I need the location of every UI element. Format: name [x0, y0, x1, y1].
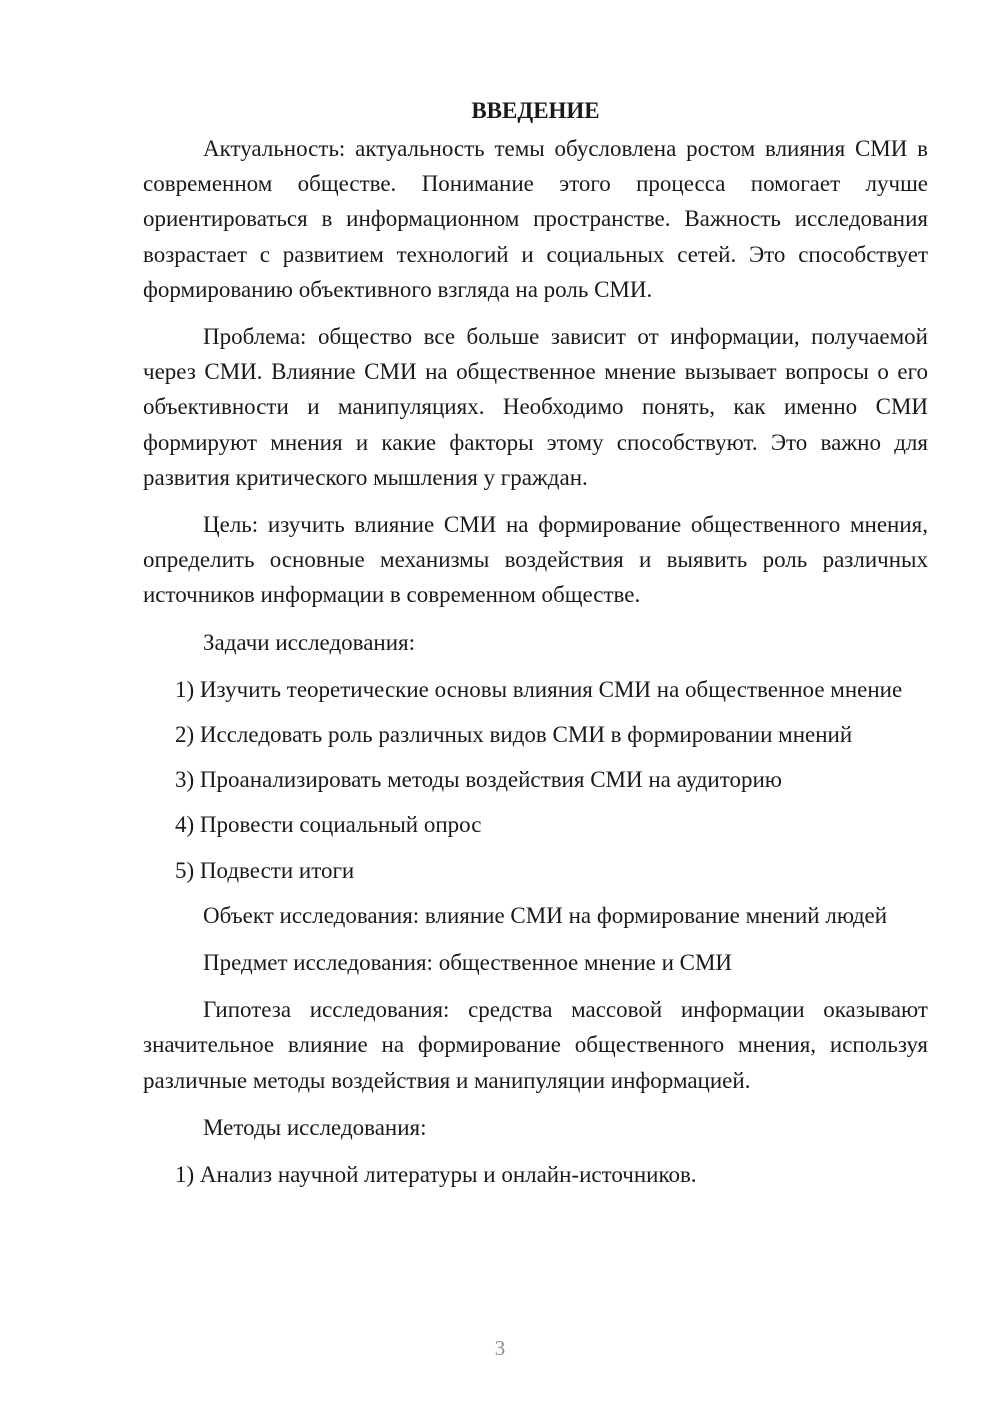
- page-title: ВВЕДЕНИЕ: [471, 98, 600, 123]
- tasks-list: [143, 672, 928, 888]
- list-item: 5) Подвести итоги: [175, 857, 355, 883]
- list-item: 1) Анализ научной литературы и онлайн-источников.: [175, 1162, 697, 1188]
- hypothesis-paragraph: Гипотеза исследования: средства массовой информации оказывают значительное влияние на формирование общественного мнения, используя различные методы воздействия и манипуляции информацией.: [143, 997, 928, 1093]
- goal-paragraph: Цель: изучить влияние СМИ на формирование общественного мнения, определить основные механизмы воздействия и выявить роль различных источников информации в современном обществе.: [143, 512, 928, 608]
- list-item: 2) Исследовать роль различных видов СМИ в формировании мнений: [175, 722, 853, 748]
- methods-heading: Методы исследования:: [203, 1114, 427, 1140]
- page-number: 3: [494, 1336, 506, 1360]
- methods-list: [143, 1157, 928, 1192]
- list-item: 4) Провести социальный опрос: [175, 812, 482, 838]
- problem-paragraph: Проблема: общество все больше зависит от информации, получаемой через СМИ. Влияние СМИ на общественное мнение вызывает вопросы о его объективности и манипуляциях. Необходимо понять, как именно СМИ формируют мнения и какие факторы этому способствуют. Это важно для развития критического мышления у граждан.: [143, 324, 928, 490]
- document-page: [143, 96, 928, 1202]
- list-item: 3) Проанализировать методы воздействия СМИ на аудиторию: [175, 767, 782, 793]
- list-item: 1) Изучить теоретические основы влияния СМИ на общественное мнение: [175, 676, 903, 702]
- subject-paragraph: Предмет исследования: общественное мнение и СМИ: [203, 950, 733, 976]
- relevance-paragraph: Актуальность: актуальность темы обусловлена ростом влияния СМИ в современном обществе. Понимание этого процесса помогает лучше ориентироваться в информационном пространстве. Важность исследования возрастает с развитием технологий и социальных сетей. Это способствует формированию объективного взгляда на роль СМИ.: [143, 136, 928, 302]
- object-paragraph: Объект исследования: влияние СМИ на формирование мнений людей: [203, 902, 888, 928]
- tasks-heading: Задачи исследования:: [203, 629, 416, 655]
